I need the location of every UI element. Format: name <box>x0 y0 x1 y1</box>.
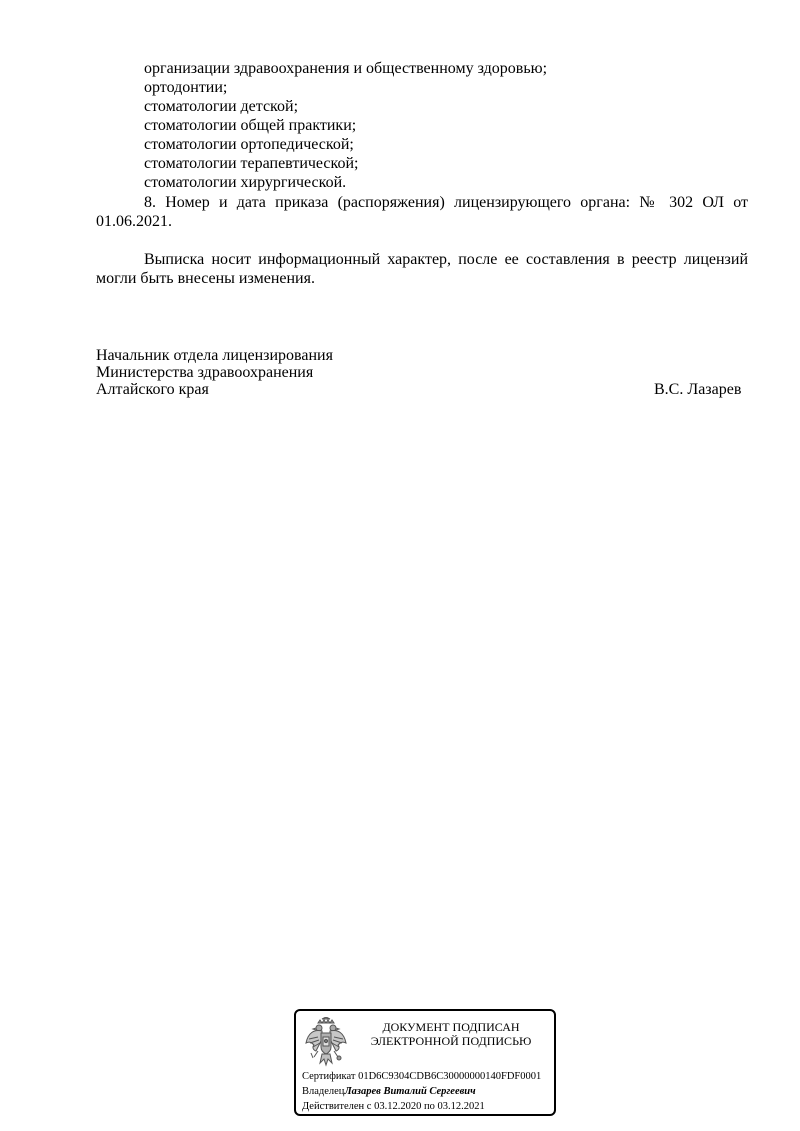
certificate-validity: Действителен с 03.12.2020 по 03.12.2021 <box>302 1101 485 1112</box>
owner-name: Лазарев Виталий Сергеевич <box>344 1086 476 1097</box>
signer-position: Министерства здравоохранения <box>96 364 314 381</box>
signer-position: Алтайского края <box>96 381 209 398</box>
list-item: стоматологии детской; <box>144 98 299 115</box>
list-item: ортодонтии; <box>144 79 228 96</box>
electronic-signature-stamp <box>294 1009 556 1116</box>
stamp-title <box>356 1020 546 1048</box>
stamp-title-line: ДОКУМЕНТ ПОДПИСАН <box>382 1020 520 1034</box>
order-date-line: 01.06.2021. <box>96 213 172 230</box>
order-number-line: 8. Номер и дата приказа (распоряжения) лицензирующего органа: № 302 ОЛ от <box>144 194 748 211</box>
list-item: стоматологии общей практики; <box>144 117 357 134</box>
notice-line: могли быть внесены изменения. <box>96 270 315 287</box>
signer-name: В.С. Лазарев <box>654 381 742 398</box>
owner-label: Владелец <box>302 1086 345 1097</box>
russian-coat-of-arms-icon <box>304 1017 348 1069</box>
stamp-title-line: ЭЛЕКТРОННОЙ ПОДПИСЬЮ <box>370 1034 532 1048</box>
list-item: стоматологии хирургической. <box>144 174 347 191</box>
certificate-owner <box>302 1085 476 1098</box>
list-item: стоматологии терапевтической; <box>144 155 359 172</box>
list-item: стоматологии ортопедической; <box>144 136 354 153</box>
signer-position: Начальник отдела лицензирования <box>96 347 333 364</box>
list-item: организации здравоохранения и общественному здоровью; <box>144 60 548 77</box>
certificate-number: Сертификат 01D6C9304CDB6C30000000140FDF0001 <box>302 1071 542 1082</box>
notice-line: Выписка носит информационный характер, после ее составления в реестр лицензий <box>144 251 748 268</box>
